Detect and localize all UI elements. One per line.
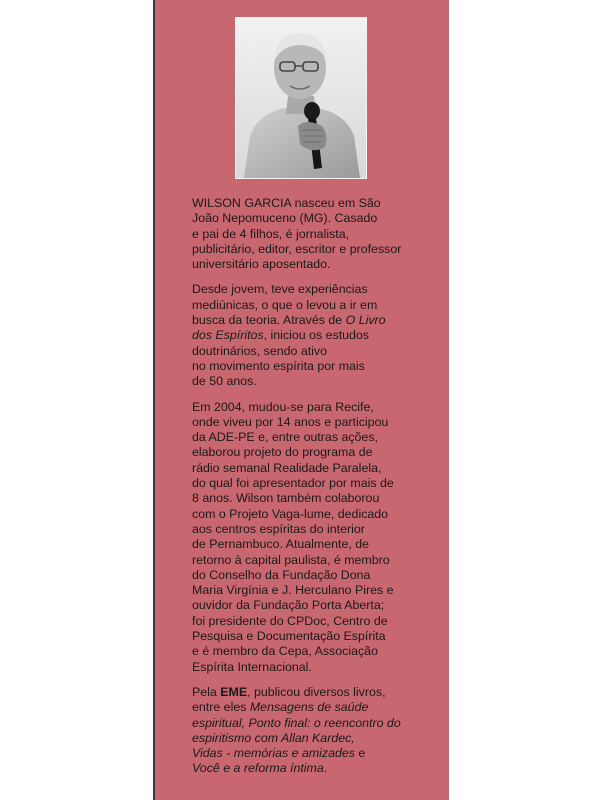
text-line <box>192 746 442 761</box>
text-line: elaborou projeto do programa de <box>192 445 373 460</box>
book-title: O Livro <box>345 313 386 328</box>
text-line: de 50 anos. <box>192 374 257 389</box>
author-photo <box>235 17 367 179</box>
text-line: 8 anos. Wilson também colaborou <box>192 491 380 506</box>
text-line: onde viveu por 14 anos e participou <box>192 414 389 429</box>
book-title: dos Espíritos <box>192 328 264 343</box>
text-line: retorno à capital paulista, é membro <box>192 552 390 567</box>
text-line: foi presidente do CPDoc, Centro de <box>192 613 388 628</box>
book-title: Você e a reforma íntima <box>192 761 324 776</box>
text-line: Maria Virgínia e J. Herculano Pires e <box>192 583 394 598</box>
bio-paragraph-4 <box>192 685 442 777</box>
book-title: Vidas - memórias e amizades <box>192 746 355 761</box>
bio-paragraph-3 <box>192 400 442 675</box>
text-line: com o Projeto Vaga-lume, dedicado <box>192 506 389 521</box>
text-line: Desde jovem, teve experiências <box>192 282 368 297</box>
text-line: WILSON GARCIA nasceu em São <box>192 196 381 210</box>
text-segment: busca da teoria. Através de <box>192 313 346 328</box>
text-line: da ADE-PE e, entre outras ações, <box>192 430 378 445</box>
author-biography <box>192 196 442 787</box>
text-line <box>192 700 442 715</box>
text-line: Em 2004, mudou-se para Recife, <box>192 399 374 414</box>
text-line: rádio semanal Realidade Paralela, <box>192 460 382 475</box>
text-line: publicitário, editor, escritor e professor <box>192 241 402 256</box>
text-line <box>192 328 442 343</box>
text-line: e pai de 4 filhos, é jornalista, <box>192 226 350 241</box>
text-line: universitário aposentado. <box>192 257 331 272</box>
text-line: e é membro da Cepa, Associação <box>192 644 378 659</box>
text-line: Espírita Internacional. <box>192 659 312 674</box>
text-line <box>192 761 442 776</box>
text-line <box>192 685 442 700</box>
text-line <box>192 313 442 328</box>
author-portrait-image <box>236 18 366 178</box>
text-line: Pesquisa e Documentação Espírita <box>192 629 386 644</box>
text-line: no movimento espírita por mais <box>192 358 365 373</box>
bio-paragraph-1 <box>192 196 442 272</box>
text-segment: , publicou diversos livros, <box>247 684 386 699</box>
book-title: espiritual, Ponto final: o reencontro do <box>192 715 401 730</box>
bio-paragraph-2 <box>192 282 442 389</box>
publisher-name: EME <box>220 684 248 699</box>
text-segment: , iniciou os estudos <box>263 328 370 343</box>
book-title: Mensagens de saúde <box>249 700 369 715</box>
text-segment: Pela <box>192 684 221 699</box>
text-line: doutrinários, sendo ativo <box>192 343 328 358</box>
text-line: aos centros espíritas do interior <box>192 521 365 536</box>
text-line: mediúnicas, o que o levou a ir em <box>192 297 378 312</box>
text-segment: entre eles <box>192 700 250 715</box>
text-line: João Nepomuceno (MG). Casado <box>192 211 378 226</box>
book-title: espiritismo com Allan Kardec, <box>192 730 355 745</box>
text-line: do qual foi apresentador por mais de <box>192 476 394 491</box>
text-segment: . <box>323 761 328 776</box>
text-line: de Pernambuco. Atualmente, de <box>192 537 370 552</box>
text-segment: e <box>354 746 366 761</box>
text-line: ouvidor da Fundação Porta Aberta; <box>192 598 385 613</box>
text-line: do Conselho da Fundação Dona <box>192 567 371 582</box>
